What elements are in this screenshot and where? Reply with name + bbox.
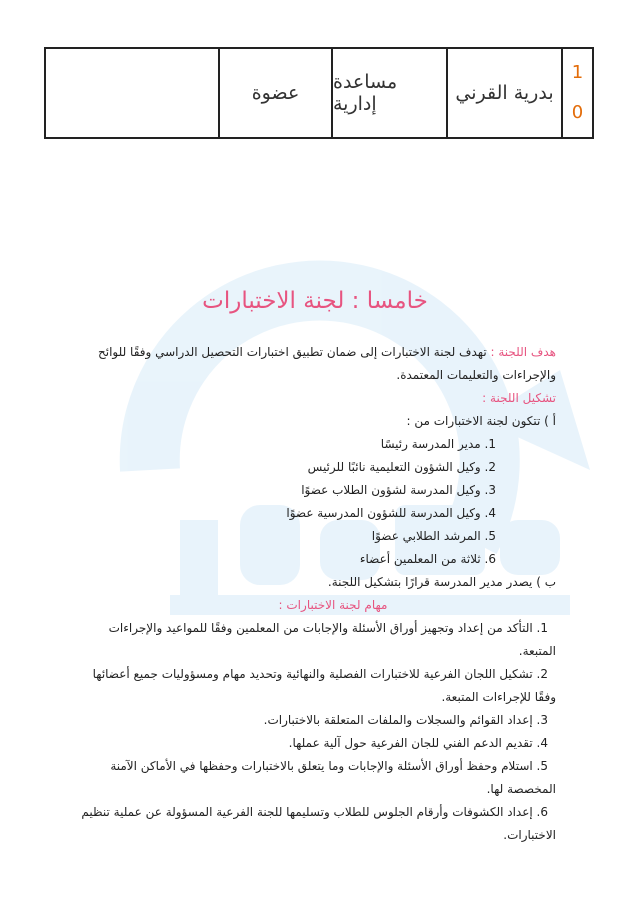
member-item: 3. وكيل المدرسة لشؤون الطلاب عضوًا: [301, 483, 496, 497]
formation-intro: أ ) تتكون لجنة الاختبارات من :: [406, 414, 556, 428]
goal-line-2: والإجراءات والتعليمات المعتمدة.: [396, 368, 556, 382]
row-number: [561, 49, 592, 137]
committee-content: [81, 341, 556, 847]
task-line: 3. إعداد القوائم والسجلات والملفات المتعلقة بالاختبارات.: [263, 713, 548, 727]
empty-cell: [46, 49, 218, 137]
section-heading: خامسا : لجنة الاختبارات: [202, 288, 428, 314]
formation-label: تشكيل اللجنة :: [482, 391, 556, 405]
member-name: بدرية القرني: [446, 49, 561, 137]
goal-text: تهدف لجنة الاختبارات إلى ضمان تطبيق اختبارات التحصيل الدراسي وفقًا للوائح: [97, 345, 491, 359]
task-line: المخصصة لها.: [486, 782, 556, 796]
task-line: الاختبارات.: [503, 828, 556, 842]
member-type: عضوة: [218, 49, 331, 137]
formation-note: ب ) يصدر مدير المدرسة قرارًا بتشكيل اللجنة.: [327, 575, 556, 589]
tasks-label: مهام لجنة الاختبارات :: [278, 598, 388, 612]
task-line: وفقًا للإجراءات المتبعة.: [441, 690, 556, 704]
goal-label: هدف اللجنة :: [490, 345, 556, 359]
task-line: 5. استلام وحفظ أوراق الأسئلة والإجابات وما يتعلق بالاختبارات وحفظها في الأماكن الآمنة: [110, 759, 548, 773]
task-line: 2. تشكيل اللجان الفرعية للاختبارات الفصلية والنهائية وتحديد مهام ومسؤوليات جميع أعضائها: [92, 667, 548, 681]
member-role: مساعدة إدارية: [331, 49, 446, 137]
row-number-digit-2: 0: [571, 102, 584, 123]
member-item: 1. مدير المدرسة رئيسًا: [380, 437, 496, 451]
task-line: 1. التأكد من إعداد وتجهيز أوراق الأسئلة والإجابات من المعلمين وفقًا للمواعيد والإجراءات: [108, 621, 548, 635]
member-item: 4. وكيل المدرسة للشؤون المدرسية عضوًا: [286, 506, 496, 520]
members-table: [44, 47, 594, 139]
member-item: 2. وكيل الشؤون التعليمية نائبًا للرئيس: [307, 460, 496, 474]
row-number-digit-1: 1: [571, 62, 584, 83]
member-item: 5. المرشد الطلابي عضوًا: [371, 529, 496, 543]
task-line: 4. تقديم الدعم الفني للجان الفرعية حول آلية عملها.: [288, 736, 548, 750]
goal-line: [97, 341, 556, 364]
member-item: 6. ثلاثة من المعلمين أعضاء: [359, 552, 496, 566]
task-line: 6. إعداد الكشوفات وأرقام الجلوس للطلاب وتسليمها للجنة الفرعية المسؤولة عن عملية تنظيم: [81, 805, 548, 819]
task-line: المتبعة.: [518, 644, 556, 658]
